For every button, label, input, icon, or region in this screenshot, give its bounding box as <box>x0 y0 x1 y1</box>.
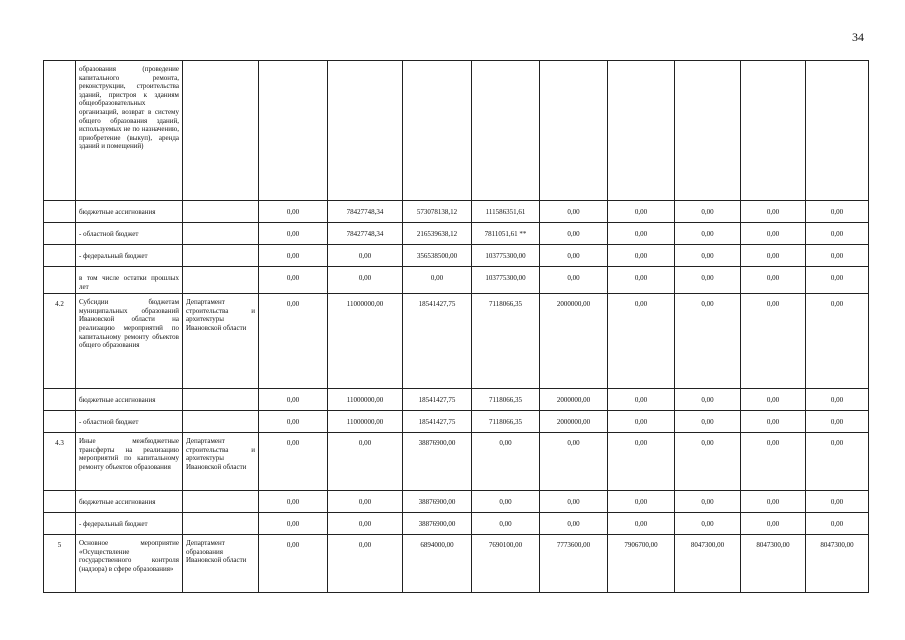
value-cell: 0,00 <box>675 245 741 267</box>
value-cell: 0,00 <box>608 201 675 223</box>
row-number-cell <box>44 513 76 535</box>
value-cell: 356538500,00 <box>403 245 472 267</box>
value-cell: 0,00 <box>328 535 403 593</box>
value-cell: 0,00 <box>806 267 869 294</box>
value-cell: 0,00 <box>806 433 869 491</box>
value-cell: 8047300,00 <box>741 535 806 593</box>
table-body <box>44 61 869 593</box>
executor-cell <box>183 223 259 245</box>
value-cell: 103775300,00 <box>472 245 540 267</box>
value-cell <box>675 61 741 201</box>
value-cell: 0,00 <box>608 389 675 411</box>
value-cell: 0,00 <box>328 245 403 267</box>
value-cell: 216539638,12 <box>403 223 472 245</box>
executor-cell <box>183 61 259 201</box>
value-cell: 0,00 <box>675 223 741 245</box>
value-cell: 0,00 <box>608 245 675 267</box>
value-cell: 7118066,35 <box>472 389 540 411</box>
value-cell: 0,00 <box>741 201 806 223</box>
executor-cell <box>183 389 259 411</box>
table-row <box>44 389 869 411</box>
value-cell: 0,00 <box>741 513 806 535</box>
table-row <box>44 411 869 433</box>
value-cell: 0,00 <box>806 513 869 535</box>
description-cell: Субсидии бюджетам муниципальных образований Ивановской области на реализацию мероприятий по капитальному ремонту объектов общего образования <box>76 294 183 389</box>
value-cell: 0,00 <box>741 245 806 267</box>
value-cell: 8047300,00 <box>806 535 869 593</box>
value-cell: 0,00 <box>328 513 403 535</box>
value-cell: 0,00 <box>675 513 741 535</box>
row-number-cell <box>44 267 76 294</box>
value-cell: 38876900,00 <box>403 433 472 491</box>
description-cell: в том числе остатки прошлых лет <box>76 267 183 294</box>
table-row <box>44 513 869 535</box>
value-cell: 0,00 <box>608 294 675 389</box>
value-cell: 0,00 <box>259 245 328 267</box>
value-cell: 0,00 <box>472 491 540 513</box>
value-cell: 0,00 <box>675 389 741 411</box>
value-cell: 0,00 <box>741 491 806 513</box>
executor-cell <box>183 245 259 267</box>
executor-cell <box>183 491 259 513</box>
value-cell: 0,00 <box>328 433 403 491</box>
value-cell: 0,00 <box>259 491 328 513</box>
value-cell: 7118066,35 <box>472 411 540 433</box>
page-number: 34 <box>852 30 864 44</box>
value-cell: 18541427,75 <box>403 294 472 389</box>
value-cell: 0,00 <box>608 433 675 491</box>
value-cell: 0,00 <box>472 513 540 535</box>
value-cell: 0,00 <box>675 411 741 433</box>
value-cell: 0,00 <box>328 267 403 294</box>
row-number-cell <box>44 223 76 245</box>
value-cell: 0,00 <box>608 411 675 433</box>
description-cell: бюджетные ассигнования <box>76 491 183 513</box>
description-cell: Иные межбюджетные трансферты на реализацию мероприятий по капитальному ремонту объектов образования <box>76 433 183 491</box>
value-cell: 0,00 <box>608 267 675 294</box>
row-number-cell: 4.3 <box>44 433 76 491</box>
value-cell: 11000000,00 <box>328 294 403 389</box>
row-number-cell <box>44 201 76 223</box>
value-cell: 7811051,61 ** <box>472 223 540 245</box>
value-cell: 0,00 <box>259 267 328 294</box>
value-cell: 103775300,00 <box>472 267 540 294</box>
value-cell: 0,00 <box>741 389 806 411</box>
value-cell <box>259 61 328 201</box>
value-cell: 0,00 <box>328 491 403 513</box>
executor-cell: Департамент строительства и архитектуры Ивановской области <box>183 433 259 491</box>
value-cell: 0,00 <box>741 411 806 433</box>
value-cell: 0,00 <box>259 513 328 535</box>
value-cell: 0,00 <box>675 201 741 223</box>
row-number-cell: 4.2 <box>44 294 76 389</box>
description-cell: образования (проведение капитального ремонта, реконструкции, строительства зданий, пристроя к зданиям общеобразовательных организаций, возврат в систему общего образования зданий, используемых не по назначению, приобретение (выкуп), аренда зданий и помещений) <box>76 61 183 201</box>
value-cell: 0,00 <box>675 267 741 294</box>
value-cell: 0,00 <box>806 201 869 223</box>
value-cell <box>608 61 675 201</box>
value-cell: 2000000,00 <box>540 411 608 433</box>
value-cell: 0,00 <box>608 223 675 245</box>
value-cell: 11000000,00 <box>328 389 403 411</box>
table-row <box>44 433 869 491</box>
value-cell: 0,00 <box>259 411 328 433</box>
executor-cell: Департамент образования Ивановской области <box>183 535 259 593</box>
value-cell: 0,00 <box>259 535 328 593</box>
budget-table <box>43 60 869 593</box>
value-cell: 0,00 <box>806 411 869 433</box>
row-number-cell <box>44 491 76 513</box>
executor-cell <box>183 267 259 294</box>
value-cell: 0,00 <box>608 513 675 535</box>
value-cell <box>328 61 403 201</box>
value-cell: 18541427,75 <box>403 411 472 433</box>
value-cell: 78427748,34 <box>328 201 403 223</box>
value-cell: 7690100,00 <box>472 535 540 593</box>
table-row <box>44 267 869 294</box>
value-cell: 78427748,34 <box>328 223 403 245</box>
value-cell: 0,00 <box>259 223 328 245</box>
value-cell: 0,00 <box>540 245 608 267</box>
value-cell: 11000000,00 <box>328 411 403 433</box>
table-row <box>44 223 869 245</box>
row-number-cell <box>44 389 76 411</box>
value-cell: 38876900,00 <box>403 513 472 535</box>
value-cell: 7906700,00 <box>608 535 675 593</box>
value-cell: 18541427,75 <box>403 389 472 411</box>
value-cell: 0,00 <box>806 294 869 389</box>
value-cell: 2000000,00 <box>540 294 608 389</box>
description-cell: бюджетные ассигнования <box>76 201 183 223</box>
value-cell <box>403 61 472 201</box>
value-cell: 8047300,00 <box>675 535 741 593</box>
value-cell: 0,00 <box>806 491 869 513</box>
row-number-cell <box>44 61 76 201</box>
value-cell: 0,00 <box>806 245 869 267</box>
value-cell: 0,00 <box>675 294 741 389</box>
row-number-cell <box>44 245 76 267</box>
executor-cell <box>183 201 259 223</box>
description-cell: бюджетные ассигнования <box>76 389 183 411</box>
table-row <box>44 535 869 593</box>
value-cell <box>540 61 608 201</box>
value-cell: 0,00 <box>472 433 540 491</box>
table-row <box>44 245 869 267</box>
value-cell: 0,00 <box>741 433 806 491</box>
value-cell: 2000000,00 <box>540 389 608 411</box>
value-cell: 0,00 <box>741 294 806 389</box>
value-cell: 0,00 <box>741 223 806 245</box>
value-cell: 0,00 <box>540 223 608 245</box>
value-cell <box>741 61 806 201</box>
value-cell: 38876900,00 <box>403 491 472 513</box>
value-cell: 0,00 <box>540 267 608 294</box>
value-cell: 0,00 <box>806 223 869 245</box>
value-cell: 0,00 <box>259 433 328 491</box>
value-cell: 0,00 <box>608 491 675 513</box>
description-cell: - областной бюджет <box>76 223 183 245</box>
value-cell <box>806 61 869 201</box>
description-cell: - областной бюджет <box>76 411 183 433</box>
executor-cell <box>183 513 259 535</box>
description-cell: - федеральный бюджет <box>76 245 183 267</box>
value-cell: 7773600,00 <box>540 535 608 593</box>
description-cell: Основное мероприятие «Осуществление государственного контроля (надзора) в сфере образования» <box>76 535 183 593</box>
description-cell: - федеральный бюджет <box>76 513 183 535</box>
value-cell: 0,00 <box>675 491 741 513</box>
table-row <box>44 294 869 389</box>
executor-cell: Департамент строительства и архитектуры Ивановской области <box>183 294 259 389</box>
value-cell: 7118066,35 <box>472 294 540 389</box>
row-number-cell: 5 <box>44 535 76 593</box>
executor-cell <box>183 411 259 433</box>
value-cell: 0,00 <box>259 294 328 389</box>
value-cell <box>472 61 540 201</box>
value-cell: 111586351,61 <box>472 201 540 223</box>
value-cell: 0,00 <box>741 267 806 294</box>
value-cell: 0,00 <box>259 389 328 411</box>
value-cell: 0,00 <box>675 433 741 491</box>
row-number-cell <box>44 411 76 433</box>
table-row <box>44 201 869 223</box>
value-cell: 0,00 <box>540 513 608 535</box>
value-cell: 0,00 <box>259 201 328 223</box>
value-cell: 6894000,00 <box>403 535 472 593</box>
table-row <box>44 491 869 513</box>
value-cell: 0,00 <box>540 491 608 513</box>
value-cell: 0,00 <box>403 267 472 294</box>
table-row <box>44 61 869 201</box>
value-cell: 0,00 <box>540 433 608 491</box>
value-cell: 0,00 <box>806 389 869 411</box>
value-cell: 573078138,12 <box>403 201 472 223</box>
value-cell: 0,00 <box>540 201 608 223</box>
